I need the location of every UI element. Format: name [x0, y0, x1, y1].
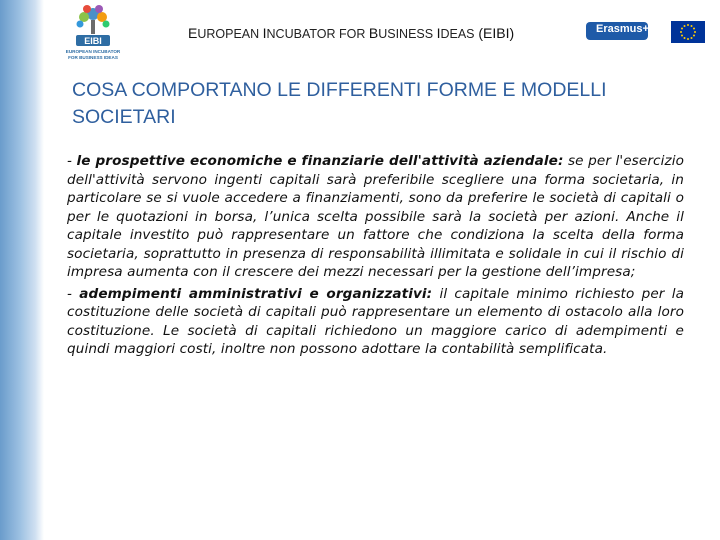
paragraph-prospettive: - le prospettive economiche e finanziarie dell'attività aziendale: se per l'esercizio dell'attività servono ingenti capitali sarà preferibile scegliere una forma societaria, in particolare se si vuole accedere a finanziamenti, sono da preferire le società di capitali o per le quotazioni in borsa, l’unica scelta possibile sarà la società per azioni. Anche il capitale investito può rappresentare un fattore che condiziona la scelta della forma societaria, soprattutto in presenza di responsabilità illimitata e solidale in cui il rischio di impresa aumenta con il crescere dei mezzi necessari per la gestione dell’impresa; [67, 153, 684, 280]
left-gradient-bar [0, 0, 44, 540]
slide-heading-line2: SOCIETARI [72, 106, 176, 128]
slide-heading-line1: COSA COMPORTANO LE DIFFERENTI FORME E MODELLI [72, 79, 607, 101]
erasmus-label: Erasmus+ [596, 23, 649, 35]
paragraph-adempimenti: - adempimenti amministrativi e organizzativi: il capitale minimo richiesto per la costituzione delle società di capitali può rappresentare un elemento di ostacolo alla loro costituzione. Le società di capitali richiedono un maggiore carico di adempimenti e quindi maggiori costi, inoltre non possono adottare la contabilità semplificata. [67, 285, 685, 357]
slide-body [67, 152, 684, 359]
header-title: EUROPEAN INCUBATOR FOR BUSINESS IDEAS (EIBI) [188, 25, 515, 41]
logo-acronym: EIBI [84, 36, 102, 46]
paragraph-adempimenti-bold: adempimenti amministrativi e organizzativi: [79, 285, 433, 302]
eu-flag-icon [671, 21, 705, 43]
logo-line1: EUROPEAN INCUBATOR [65, 49, 121, 54]
slide-heading [72, 77, 692, 131]
logo-line2: FOR BUSINESS IDEAS [68, 55, 118, 60]
eibi-logo [62, 2, 126, 66]
paragraph-prospettive-bold: le prospettive economiche e finanziarie dell'attività aziendale: [76, 153, 564, 169]
tree-icon [62, 2, 126, 66]
